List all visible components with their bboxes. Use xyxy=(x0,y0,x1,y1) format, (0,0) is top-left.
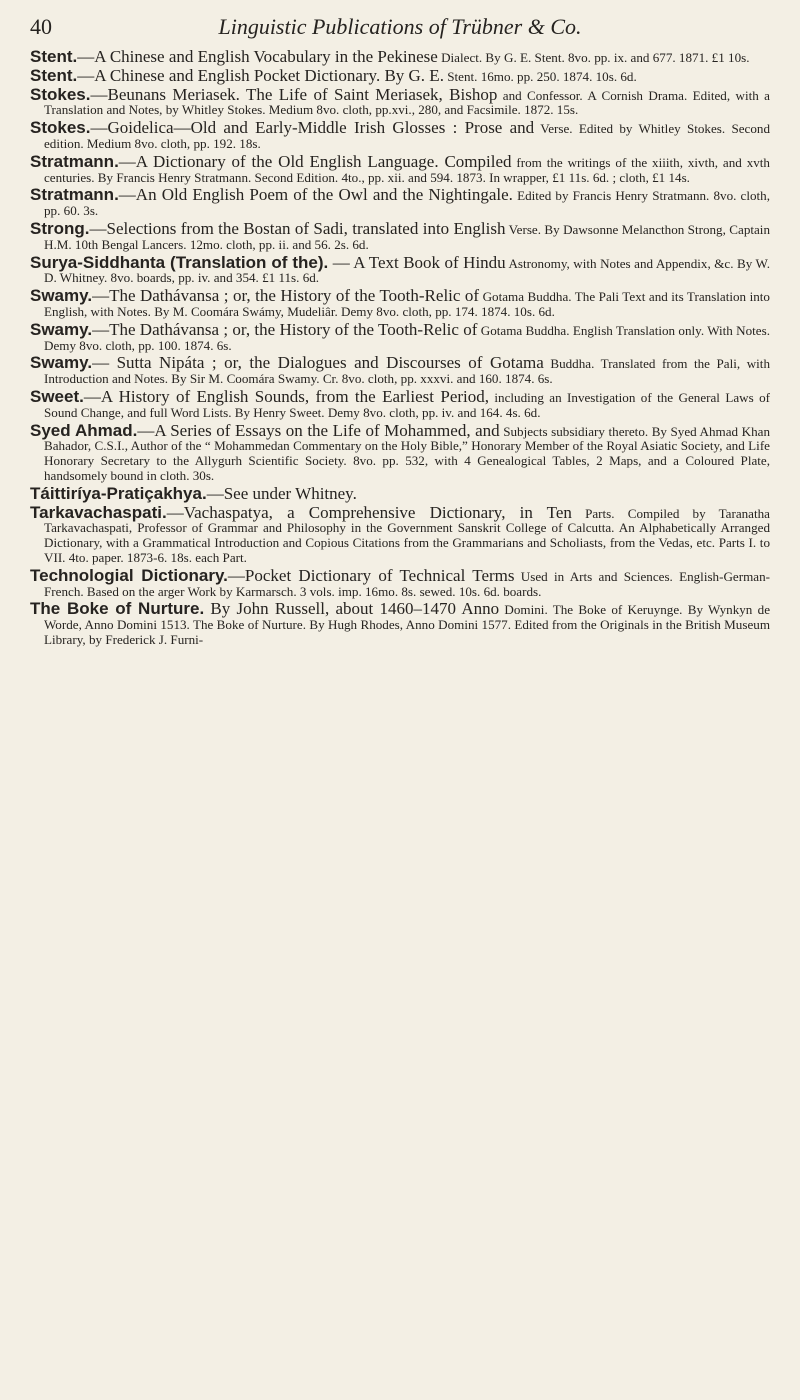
entry-details: Edited by Francis Henry Stratmann. 8vo. cloth, pp. 60. 3s. xyxy=(44,188,770,219)
catalogue-entry xyxy=(30,565,770,600)
catalogue-entry xyxy=(30,502,770,566)
entry-list xyxy=(30,47,771,648)
entry-title: —A History of English Sounds, from the Earliest Period, xyxy=(83,386,490,406)
entry-title: —A Chinese and English Pocket Dictionary. By G. E. xyxy=(77,65,444,85)
running-title: Linguistic Publications of Trübner & Co. xyxy=(218,14,582,39)
catalogue-entry xyxy=(30,483,770,503)
entry-headword: Stent. xyxy=(30,47,78,66)
entry-headword: Stratmann. xyxy=(30,185,119,205)
catalogue-entry xyxy=(30,319,770,354)
catalogue-entry xyxy=(30,218,770,253)
entry-headword: Strong. xyxy=(30,218,90,238)
entry-details: Buddha. Translated from the Pali, with Introduction and Notes. By Sir M. Coomára Swamy. Cr. 8vo. cloth, pp. xxxvi. and 160. 1874. 6s. xyxy=(44,356,770,387)
catalogue-entry xyxy=(30,286,770,320)
entry-title: —A Dictionary of the Old English Language. Compiled xyxy=(118,151,512,171)
entry-title: — A Text Book of Hindu xyxy=(328,252,506,272)
entry-headword: Swamy. xyxy=(30,286,93,306)
entry-title: —Beunans Meriasek. The Life of Saint Meriasek, Bishop xyxy=(90,84,498,104)
entry-headword: Swamy. xyxy=(30,319,93,339)
entry-details: Astronomy, with Notes and Appendix, &c. By W. D. Whitney. 8vo. boards, pp. iv. and 354. £1 11s. 6d. xyxy=(44,255,770,286)
entry-details: including an Investigation of the General Laws of Sound Change, and full Word Lists. By Henry Sweet. Demy 8vo. cloth, pp. iv. and 164. 4s. 6d. xyxy=(44,389,771,420)
entry-details: Gotama Buddha. English Translation only. With Notes. Demy 8vo. cloth, pp. 100. 1874. 6s. xyxy=(44,322,770,353)
catalogue-entry xyxy=(30,252,770,287)
entry-headword: Stratmann. xyxy=(30,151,119,171)
entry-details: Used in Arts and Sciences. English-German-French. Based on the arger Work by Karmarsch. 3 vols. imp. 16mo. 8s. sewed. 10s. 6d. boards. xyxy=(44,568,770,599)
page-number: 40 xyxy=(30,14,52,39)
catalogue-entry xyxy=(30,47,770,66)
entry-title: — Sutta Nipáta ; or, the Dialogues and Discourses of Gotama xyxy=(92,353,544,373)
entry-title: —The Dathávansa ; or, the History of the Tooth-Relic of xyxy=(92,319,478,339)
catalogue-entry xyxy=(30,65,770,85)
entry-headword: Sweet. xyxy=(30,386,84,406)
entry-headword: Stent. xyxy=(30,65,78,85)
catalogue-entry xyxy=(30,185,770,219)
catalogue-entry xyxy=(30,353,770,387)
entry-title: —Selections from the Bostan of Sadi, translated into English xyxy=(89,218,506,238)
entry-details: Domini. The Boke of Keruynge. By Wynkyn de Worde, Anno Domini 1513. The Boke of Nurture. By Hugh Rhodes, Anno Domini 1577. Edited from the Originals in the British Museum Library, by Frederick J. Furni- xyxy=(44,602,771,647)
entry-details: and Confessor. A Cornish Drama. Edited, with a Translation and Notes, by Whitley Stokes. Medium 8vo. cloth, pp.xvi., 280, and Facsimile. 1872. 15s. xyxy=(44,87,770,118)
entry-details: Subjects subsidiary thereto. By Syed Ahmad Khan Bahador, C.S.I., Author of the “ Mohammedan Commentary on the Holy Bible,” Honorary Member of the Royal Asiatic Society, and Life Honorary Secretary to the Allygurh Scientific Society. 8vo. pp. 532, with 4 Genealogical Tables, 2 Maps, and a Coloured Plate, handsomely bound in cloth. 30s. xyxy=(44,423,771,483)
catalogue-entry xyxy=(30,84,770,119)
catalogue-entry xyxy=(30,420,771,484)
catalogue-entry xyxy=(30,151,770,186)
entry-details: Verse. Edited by Whitley Stokes. Second edition. Medium 8vo. cloth, pp. 192. 18s. xyxy=(44,121,770,151)
entry-headword: Stokes. xyxy=(30,84,91,104)
entry-title: —Vachaspatya, a Comprehensive Dictionary, in Ten xyxy=(166,502,572,522)
entry-headword: Surya-Siddhanta (Translation of the). xyxy=(30,252,329,272)
entry-headword: Tarkavachaspati. xyxy=(30,502,167,522)
entry-details: Gotama Buddha. The Pali Text and its Translation into English, with Notes. By M. Coomára Swámy, Mudeliâr. Demy 8vo. cloth, pp. 174. 1874. 10s. 6d. xyxy=(44,289,770,319)
entry-headword: The Boke of Nurture. xyxy=(30,599,205,619)
entry-headword: Technologial Dictionary. xyxy=(30,565,228,585)
entry-details: Verse. By Dawsonne Melancthon Strong, Captain H.M. 10th Bengal Lancers. 12mo. cloth, pp. ii. and 56. 2s. 6d. xyxy=(44,221,770,252)
entry-title: —An Old English Poem of the Owl and the Nightingale. xyxy=(118,185,513,205)
entry-headword: Swamy. xyxy=(30,353,93,373)
page-header xyxy=(30,14,770,44)
catalogue-entry xyxy=(30,118,770,152)
entry-headword: Syed Ahmad. xyxy=(30,420,138,440)
entry-title: —The Dathávansa ; or, the History of the Tooth-Relic of xyxy=(92,286,480,306)
entry-headword: Táittiríya-Pratiçakhya. xyxy=(30,483,207,503)
entry-details: from the writings of the xiiith, xivth, and xvth centuries. By Francis Henry Stratmann. Second Edition. 4to., pp. xii. and 594. 1873. In wrapper, £1 11s. 6d. ; cloth, £1 14s. xyxy=(44,154,770,185)
entry-title: —A Series of Essays on the Life of Mohammed, and xyxy=(137,420,500,440)
catalogue-entry xyxy=(30,386,771,421)
entry-details: Dialect. By G. E. Stent. 8vo. pp. ix. and 677. 1871. £1 10s. xyxy=(437,50,750,65)
entry-title: —A Chinese and English Vocabulary in the Pekinese xyxy=(77,47,438,66)
entry-title: —Pocket Dictionary of Technical Terms xyxy=(227,565,515,585)
entry-title: By John Russell, about 1460–1470 Anno xyxy=(204,599,500,619)
entry-title: —Goidelica—Old and Early-Middle Irish Glosses : Prose and xyxy=(90,118,535,138)
entry-headword: Stokes. xyxy=(30,118,91,138)
entry-details: Parts. Compiled by Taranatha Tarkavachaspati, Professor of Grammar and Philosophy in the Government Sanskrit College of Calcutta. An Alphabetically Arranged Dictionary, with a Grammatical Introduction and Copious Citations from the Grammarians and Scholiasts, from the Vedas, etc. Parts I. to VII. 4to. paper. 1873-6. 18s. each Part. xyxy=(44,505,770,565)
entry-title: —See under Whitney. xyxy=(206,483,357,503)
catalogue-entry xyxy=(30,599,771,647)
entry-details: Stent. 16mo. pp. 250. 1874. 10s. 6d. xyxy=(443,68,637,84)
